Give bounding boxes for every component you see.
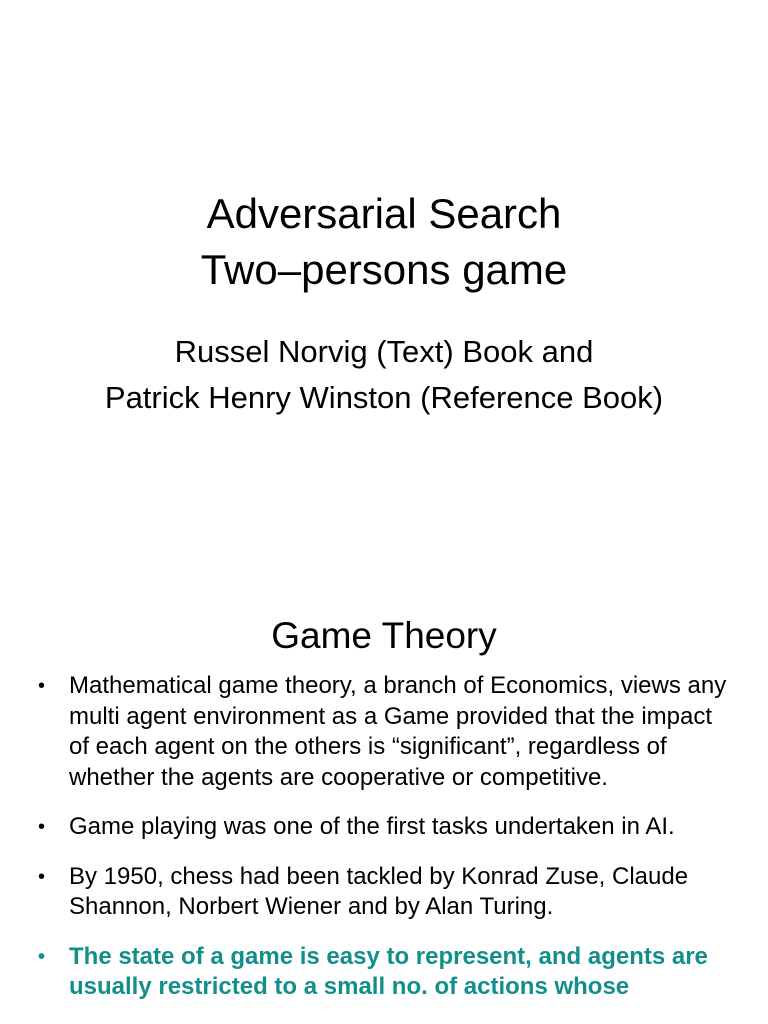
slide-2 <box>0 576 768 1024</box>
bullet-marker: • <box>38 816 46 838</box>
bullet-marker: • <box>38 865 46 888</box>
bullet-text: By 1950, chess had been tackled by Konrad Zuse, Claude Shannon, Norbert Wiener and by Alan Turing. <box>69 862 689 920</box>
slide-title <box>0 186 768 298</box>
bullet-text: The state of a game is easy to represent, and agents are usually restricted to a small no. of actions whose <box>69 942 708 1000</box>
bullet-text: Mathematical game theory, a branch of Economics, views any multi agent environment as a Game provided that the impact of each agent on the others is “significant”, regardless of whether the agents are cooperative or competitive. <box>69 672 727 791</box>
bullet-item-highlighted <box>38 942 738 1003</box>
bullet-item <box>38 671 738 793</box>
bullet-marker: • <box>38 945 46 968</box>
title-line-2: Two–persons game <box>200 246 568 293</box>
subtitle-line-1: Russel Norvig (Text) Book and <box>174 334 594 369</box>
bullet-text: Game playing was one of the first tasks undertaken in AI. <box>69 813 675 840</box>
bullet-list <box>38 671 738 1022</box>
bullet-item <box>38 812 738 843</box>
bullet-marker: • <box>38 675 46 697</box>
slide-subtitle <box>80 330 688 418</box>
slide-title: Game Theory <box>271 615 497 656</box>
title-line-1: Adversarial Search <box>206 190 562 237</box>
bullet-item <box>38 862 738 923</box>
subtitle-line-2: Patrick Henry Winston (Reference Book) <box>104 380 664 415</box>
